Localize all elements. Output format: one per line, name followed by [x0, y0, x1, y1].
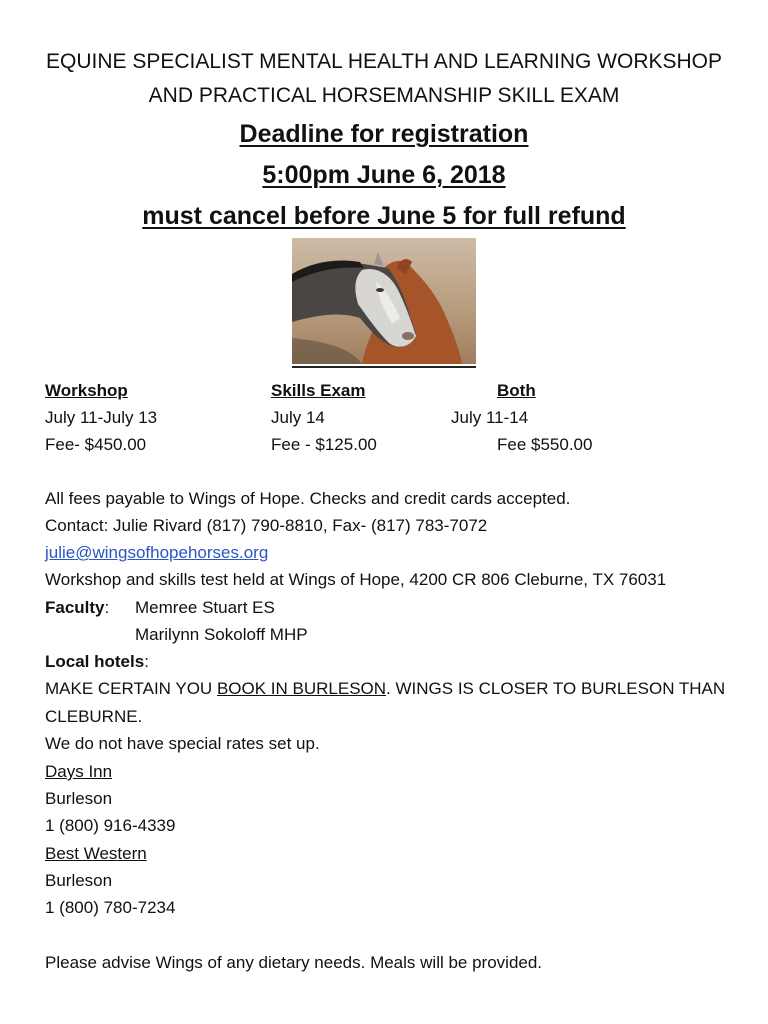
location-info: Workshop and skills test held at Wings of Hope, 4200 CR 806 Cleburne, TX 76031	[45, 570, 667, 589]
event-title-line-2: AND PRACTICAL HORSEMANSHIP SKILL EXAM	[148, 84, 620, 107]
book-in-burleson: BOOK IN BURLESON	[216, 679, 387, 698]
hotel-city: Burleson	[45, 789, 113, 808]
workshop-heading: Workshop	[45, 381, 128, 400]
hotel-phone: 1 (800) 916-4339	[45, 816, 176, 835]
both-fee: Fee $550.00	[497, 435, 593, 454]
booking-warning: MAKE CERTAIN YOU BOOK IN BURLESON. WINGS IS CLOSER TO BURLESON THAN	[45, 679, 726, 698]
hotel-phone: 1 (800) 780-7234	[45, 898, 176, 917]
skills-exam-fee: Fee - $125.00	[271, 435, 377, 454]
rates-note: We do not have special rates set up.	[45, 734, 320, 753]
email-link[interactable]: julie@wingsofhopehorses.org	[45, 543, 269, 562]
workshop-dates: July 11-July 13	[45, 408, 158, 427]
both-dates: July 11-14	[451, 408, 529, 427]
event-title-line-1: EQUINE SPECIALIST MENTAL HEALTH AND LEARNING WORKSHOP	[45, 50, 723, 73]
horses-photo	[292, 238, 476, 364]
faculty-row: Faculty:	[45, 598, 110, 617]
dietary-note: Please advise Wings of any dietary needs. Meals will be provided.	[45, 953, 543, 972]
photo-divider	[292, 366, 476, 368]
both-heading: Both	[497, 381, 536, 400]
booking-warning-cont: CLEBURNE.	[45, 707, 143, 726]
skills-exam-heading: Skills Exam	[271, 381, 366, 400]
contact-info: Contact: Julie Rivard (817) 790-8810, Fax- (817) 783-7072	[45, 516, 488, 535]
skills-exam-dates: July 14	[271, 408, 325, 427]
refund-notice: must cancel before June 5 for full refund	[142, 202, 626, 230]
hotel-city: Burleson	[45, 871, 113, 890]
payment-info: All fees payable to Wings of Hope. Checks and credit cards accepted.	[45, 489, 571, 508]
hotel-name: Best Western	[45, 844, 147, 863]
faculty-member-2: Marilynn Sokoloff MHP	[135, 625, 308, 644]
faculty-label: Faculty	[45, 598, 105, 617]
horses-image-icon	[292, 238, 476, 364]
hotels-heading: Local hotels:	[45, 652, 149, 671]
workshop-fee: Fee- $450.00	[45, 435, 147, 454]
deadline-datetime: 5:00pm June 6, 2018	[262, 161, 506, 189]
faculty-member-1: Memree Stuart ES	[135, 598, 275, 617]
deadline-heading: Deadline for registration	[239, 120, 529, 148]
hotel-name: Days Inn	[45, 762, 113, 781]
